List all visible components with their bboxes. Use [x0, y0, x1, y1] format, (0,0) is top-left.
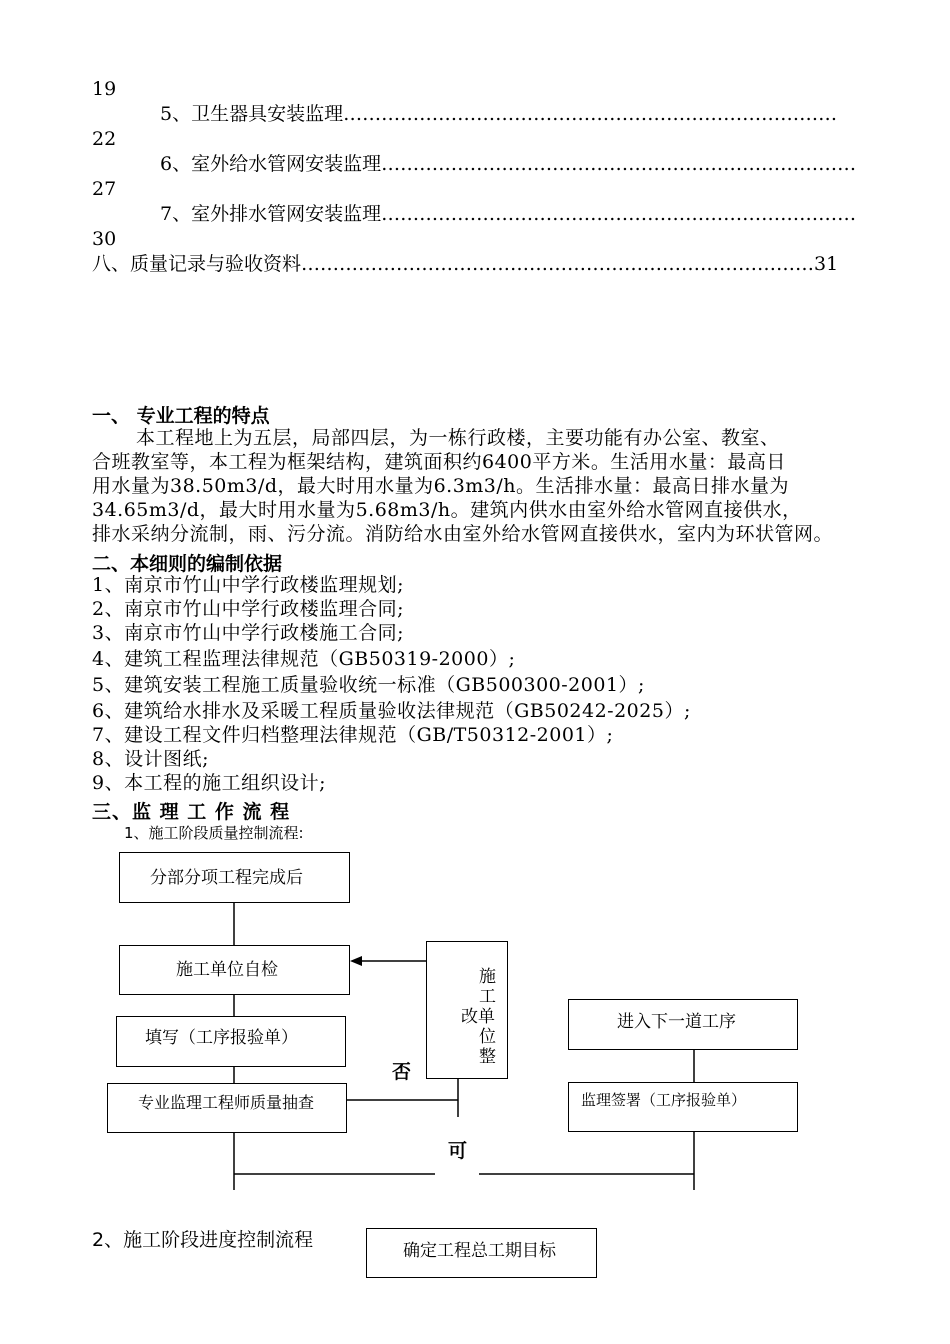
- flow-box-label: 整: [479, 1047, 496, 1067]
- toc-leader-dots: ………………………………………………………………………: [301, 253, 815, 275]
- flow-box-label: 改单: [461, 1007, 495, 1027]
- toc-page-number: 30: [92, 228, 117, 250]
- list-item: 7、建设工程文件归档整理法律规范（GB/T50312-2001）;: [92, 724, 614, 746]
- toc-page-number: 22: [92, 128, 117, 150]
- flow-box-fill-form: [116, 1016, 346, 1067]
- toc-item-label: 5、卫生器具安装监理: [160, 103, 344, 125]
- flow-box-schedule-goal: [366, 1228, 597, 1278]
- toc-leader-dots: …………………………………………………………………: [381, 153, 857, 175]
- flow-box-label: 分部分项工程完成后: [150, 868, 303, 888]
- paragraph-line: 本工程地上为五层，局部四层，为一栋行政楼，主要功能有办公室、教室、: [136, 427, 780, 449]
- list-item: 5、建筑安装工程施工质量验收统一标准（GB500300-2001）;: [92, 674, 645, 696]
- flow-box-label: 填写（工序报验单）: [145, 1028, 298, 1048]
- toc-item-label: 7、室外排水管网安装监理: [160, 203, 382, 225]
- flow-box-label: 施工单位自检: [176, 960, 278, 980]
- toc-page-number: 19: [92, 78, 117, 100]
- section-heading: 一、 专业工程的特点: [92, 405, 270, 427]
- list-item: 1、南京市竹山中学行政楼监理规划;: [92, 574, 404, 596]
- list-item: 2、南京市竹山中学行政楼监理合同;: [92, 598, 404, 620]
- flow-box-label: 位: [479, 1027, 496, 1047]
- flow-box-spot-check: [107, 1083, 347, 1133]
- section-heading: 三、监 理 工 作 流 程: [92, 801, 291, 823]
- toc-item-label: 6、室外给水管网安装监理: [160, 153, 382, 175]
- paragraph-line: 用水量为38.50m3/d，最大时用水量为6.3m3/h。生活排水量：最高日排水量为: [92, 475, 790, 497]
- flow-box-label: 专业监理工程师质量抽查: [138, 1093, 315, 1112]
- decision-label-yes: 可: [448, 1140, 468, 1162]
- toc-leader-dots: ……………………………………………………………………: [343, 103, 838, 125]
- toc-page-number: 31: [814, 253, 839, 275]
- toc-item-label: 八、质量记录与验收资料: [92, 253, 302, 275]
- list-item: 8、设计图纸;: [92, 748, 209, 770]
- list-item: 4、建筑工程监理法律规范（GB50319-2000）;: [92, 648, 516, 670]
- list-item: 6、建筑给水排水及采暖工程质量验收法律规范（GB50242-2025）;: [92, 700, 691, 722]
- paragraph-line: 34.65m3/d，最大时用水量为5.68m3/h。建筑内供水由室外给水管网直接供水，: [92, 499, 802, 521]
- list-item: 9、本工程的施工组织设计;: [92, 772, 326, 794]
- flow-box-self-inspection: [119, 945, 350, 995]
- paragraph-line: 合班教室等，本工程为框架结构，建筑面积约6400平方米。生活用水量：最高日: [92, 451, 786, 473]
- flow-box-label: 施: [479, 967, 496, 987]
- flow-box-sign-off: [568, 1082, 798, 1132]
- paragraph-line: 排水采纳分流制，雨、污分流。消防给水由室外给水管网直接供水，室内为环状管网。: [92, 523, 834, 545]
- flow-box-label: 监理签署（工序报验单）: [581, 1091, 747, 1109]
- subheading: 2、施工阶段进度控制流程: [92, 1229, 314, 1251]
- flow-box-completion: [119, 852, 350, 903]
- arrowhead: [350, 956, 362, 966]
- flow-box-label: 工: [479, 987, 496, 1007]
- section-heading: 二、本细则的编制依据: [92, 553, 283, 575]
- decision-label-no: 否: [392, 1061, 412, 1083]
- subheading: 1、施工阶段质量控制流程:: [124, 824, 304, 842]
- flow-box-label: 确定工程总工期目标: [403, 1241, 556, 1261]
- flow-box-label: 进入下一道工序: [617, 1012, 736, 1032]
- toc-leader-dots: …………………………………………………………………: [381, 203, 857, 225]
- list-item: 3、南京市竹山中学行政楼施工合同;: [92, 622, 404, 644]
- flow-box-rectify: [426, 941, 508, 1079]
- toc-page-number: 27: [92, 178, 117, 200]
- flow-box-next-step: [568, 999, 798, 1050]
